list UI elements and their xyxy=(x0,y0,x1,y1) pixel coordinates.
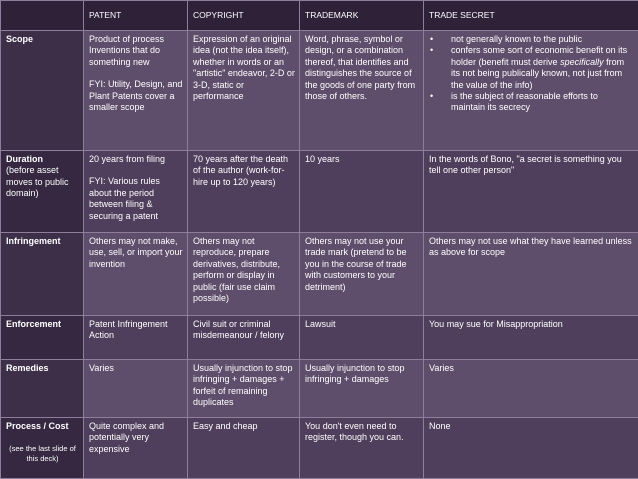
cell-duration-copyright: 70 years after the death of the author (work-for-hire up to 120 years) xyxy=(188,151,300,233)
row-label-enforcement xyxy=(1,316,84,360)
header-empty xyxy=(1,1,84,31)
cell-duration-patent xyxy=(84,151,188,233)
cell-process-patent: Quite complex and potentially very expensive xyxy=(84,418,188,479)
cell-process-trademark: You don't even need to register, though you can. xyxy=(300,418,424,479)
cell-scope-trade-secret xyxy=(424,31,638,151)
cell-process-trade-secret: None xyxy=(424,418,638,479)
cell-text: Product of process Inventions that do something new xyxy=(89,34,165,67)
row-label-text: Enforcement xyxy=(6,319,62,329)
cell-infringement-patent: Others may not make, use, sell, or import your invention xyxy=(84,233,188,316)
cell-text: 20 years from filing xyxy=(89,154,166,164)
cell-scope-trademark: Word, phrase, symbol or design, or a combination thereof, that identifies and distinguishes the source of the goods of one party from those of others. xyxy=(300,31,424,151)
bullet-text: from its not being publically known, not just from the value of the info) xyxy=(451,56,625,90)
cell-enforcement-copyright: Civil suit or criminal misdemeanour / felony xyxy=(188,316,300,360)
row-sublabel: (before asset moves to public domain) xyxy=(6,165,69,199)
bullet-item xyxy=(429,45,634,91)
row-scope xyxy=(1,31,638,151)
bullet-item: • not generally known to the public xyxy=(429,34,634,45)
cell-infringement-trademark: Others may not use your trade mark (pretend to be you in the course of trade with customers to your detriment) xyxy=(300,233,424,316)
row-enforcement xyxy=(1,316,638,360)
cell-enforcement-trademark: Lawsuit xyxy=(300,316,424,360)
cell-enforcement-trade-secret: You may sue for Misappropriation xyxy=(424,316,638,360)
cell-remedies-trade-secret: Varies xyxy=(424,360,638,418)
row-note: (see the last slide of this deck) xyxy=(9,444,76,463)
row-label-process-cost xyxy=(1,418,84,479)
row-label-text: Scope xyxy=(6,34,34,44)
cell-text-fyi: FYI: Utility, Design, and Plant Patents cover a smaller scope xyxy=(89,79,183,113)
row-label-text: Infringement xyxy=(6,236,61,246)
bullet-text: confers some sort of economic benefit on its holder (benefit must derive xyxy=(451,45,628,67)
row-label-scope xyxy=(1,31,84,151)
cell-process-copyright: Easy and cheap xyxy=(188,418,300,479)
header-trademark: TRADEMARK xyxy=(300,1,424,31)
bullet-item: • is the subject of reasonable efforts to maintain its secrecy xyxy=(429,91,634,114)
row-remedies xyxy=(1,360,638,418)
row-label-text: Remedies xyxy=(6,363,49,373)
cell-duration-trademark: 10 years xyxy=(300,151,424,233)
header-row xyxy=(1,1,638,31)
cell-remedies-copyright: Usually injunction to stop infringing + damages + forfeit of remaining duplicates xyxy=(188,360,300,418)
row-label-text: Process / Cost xyxy=(6,421,69,431)
cell-infringement-copyright: Others may not reproduce, prepare derivatives, distribute, perform or display in public (fair use claim possible) xyxy=(188,233,300,316)
cell-remedies-patent: Varies xyxy=(84,360,188,418)
header-copyright: COPYRIGHT xyxy=(188,1,300,31)
row-label-duration xyxy=(1,151,84,233)
cell-scope-patent xyxy=(84,31,188,151)
header-trade-secret: TRADE SECRET xyxy=(424,1,638,31)
cell-scope-copyright: Expression of an original idea (not the idea itself), whether in words or an "artistic" endeavor, 2-D or 3-D, static or performance xyxy=(188,31,300,151)
row-process-cost xyxy=(1,418,638,479)
row-infringement xyxy=(1,233,638,316)
row-duration xyxy=(1,151,638,233)
row-label-infringement xyxy=(1,233,84,316)
cell-remedies-trademark: Usually injunction to stop infringing + damages xyxy=(300,360,424,418)
cell-text-fyi: FYI: Various rules about the period between filing & securing a patent xyxy=(89,176,160,221)
emphasis-text: specifically xyxy=(560,56,604,67)
header-patent: PATENT xyxy=(84,1,188,31)
cell-enforcement-patent: Patent Infringement Action xyxy=(84,316,188,360)
cell-infringement-trade-secret: Others may not use what they have learned unless as above for scope xyxy=(424,233,638,316)
row-label-text: Duration xyxy=(6,154,43,164)
bullet-list xyxy=(429,34,634,114)
cell-duration-trade-secret: In the words of Bono, "a secret is something you tell one other person" xyxy=(424,151,638,233)
row-label-remedies xyxy=(1,360,84,418)
